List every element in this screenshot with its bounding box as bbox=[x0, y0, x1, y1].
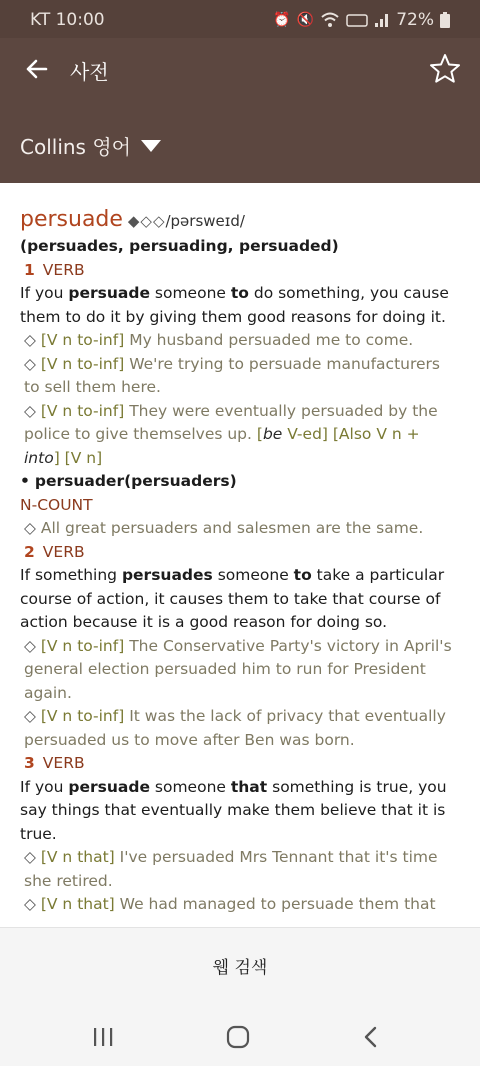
star-icon[interactable] bbox=[428, 52, 462, 86]
inflected-forms: (persuades, persuading, persuaded) bbox=[20, 237, 339, 255]
example-sentence bbox=[20, 353, 460, 400]
diamond-icon: ◇ bbox=[24, 354, 36, 373]
signal-icon bbox=[374, 12, 390, 28]
lte-icon bbox=[346, 12, 368, 28]
part-of-speech: VERB bbox=[42, 754, 85, 772]
example-sentence bbox=[20, 846, 460, 893]
diamond-icon: ◇ bbox=[24, 636, 36, 655]
sense-header bbox=[20, 752, 460, 776]
grammar-pattern: [V n that] bbox=[40, 848, 115, 866]
def-keyword: to bbox=[293, 566, 312, 584]
home-icon[interactable] bbox=[222, 1021, 254, 1053]
grammar-text: ] [V n] bbox=[53, 448, 103, 467]
sense-header bbox=[20, 259, 460, 283]
def-text: someone bbox=[149, 284, 231, 302]
bullet: • bbox=[20, 472, 30, 490]
sense-definition bbox=[20, 564, 460, 635]
status-carrier-time: KT 10:00 bbox=[30, 10, 105, 30]
part-of-speech: VERB bbox=[42, 260, 85, 279]
grammar-pattern: [V n to-inf] bbox=[40, 707, 125, 725]
sense-number: 3 bbox=[24, 754, 35, 772]
def-text: do something, you cause them to do it by giving them good reasons for doing it. bbox=[20, 284, 449, 326]
diamond-icon: ◇ bbox=[24, 519, 36, 537]
diamond-icon: ◇ bbox=[24, 401, 36, 420]
def-text: If you bbox=[20, 777, 69, 796]
derived-word: persuader(persuaders) bbox=[34, 472, 237, 490]
sense-header bbox=[20, 541, 460, 565]
status-right bbox=[273, 10, 450, 30]
def-text: someone bbox=[149, 777, 231, 796]
frequency-diamonds: ◆◇◇ bbox=[127, 212, 166, 230]
example-sentence bbox=[20, 893, 460, 917]
def-text: If something bbox=[20, 566, 122, 584]
def-keyword: persuades bbox=[121, 566, 213, 584]
example-sentence bbox=[20, 517, 460, 541]
sense-number: 2 bbox=[24, 542, 35, 561]
diamond-icon: ◇ bbox=[24, 848, 36, 866]
caret-down-icon bbox=[141, 140, 161, 152]
diamond-icon: ◇ bbox=[24, 331, 36, 349]
example-sentence bbox=[20, 400, 460, 471]
alarm-icon: ⏰ bbox=[273, 12, 291, 28]
diamond-icon: ◇ bbox=[24, 895, 36, 913]
example-sentence bbox=[20, 635, 460, 706]
example-text: All great persuaders and salesmen are the same. bbox=[35, 519, 424, 537]
grammar-pattern: [V n that] bbox=[40, 895, 115, 913]
example-text: It was the lack of privacy that eventually persuaded us to move after Ben was born. bbox=[24, 707, 446, 749]
arrow-left-icon[interactable] bbox=[22, 54, 52, 84]
def-keyword: that bbox=[230, 777, 268, 796]
example-sentence bbox=[20, 329, 460, 353]
diamond-icon: ◇ bbox=[24, 707, 36, 725]
grammar-pattern: [V n to-inf] bbox=[40, 636, 125, 655]
sense-definition bbox=[20, 282, 460, 329]
dictionary-name: Collins 영어 bbox=[20, 135, 131, 159]
example-text: We had managed to persuade them that bbox=[114, 895, 436, 913]
grammar-italic: be bbox=[262, 425, 283, 443]
grammar-pattern: [V n to-inf] bbox=[40, 401, 125, 420]
wifi-icon bbox=[320, 12, 340, 28]
ipa-text: /pərsweɪd/ bbox=[165, 212, 245, 230]
dictionary-content[interactable] bbox=[0, 183, 480, 927]
example-text: We're trying to persuade manufacturers to sell them here. bbox=[24, 354, 440, 396]
example-text: My husband persuaded me to come. bbox=[124, 331, 414, 349]
def-text: take a particular course of action, it causes them to take that course of action because it is a good reason for doing so. bbox=[20, 566, 445, 631]
sense-definition bbox=[20, 776, 460, 847]
example-text: I've persuaded Mrs Tennant that it's time she retired. bbox=[24, 848, 438, 890]
def-text: something is true, you say things that eventually make them believe that it is true. bbox=[20, 777, 447, 843]
mute-icon: 🔇 bbox=[296, 12, 315, 28]
example-text: The Conservative Party's victory in April's general election persuaded him to run for President again. bbox=[24, 636, 452, 702]
example-sentence bbox=[20, 705, 460, 752]
grammar-pattern: [V n to-inf] bbox=[40, 331, 125, 349]
derived-form bbox=[20, 470, 460, 494]
pronunciation bbox=[128, 212, 245, 230]
headword: persuade bbox=[20, 207, 123, 232]
status-bar bbox=[0, 0, 480, 38]
battery-percent: 72% bbox=[396, 10, 434, 30]
part-of-speech: VERB bbox=[42, 542, 85, 561]
def-text: If you bbox=[20, 284, 69, 302]
system-nav-bar bbox=[0, 1007, 480, 1066]
web-search-button[interactable]: 웹 검색 bbox=[0, 927, 480, 1007]
def-text: someone bbox=[212, 566, 294, 584]
battery-icon bbox=[440, 12, 450, 28]
recent-apps-icon[interactable] bbox=[87, 1021, 119, 1053]
derived-pos-label: N-COUNT bbox=[20, 495, 93, 514]
app-bar bbox=[0, 38, 480, 183]
sense-number: 1 bbox=[24, 260, 35, 279]
grammar-pattern: [V n to-inf] bbox=[40, 354, 125, 373]
grammar-italic: into bbox=[24, 448, 54, 467]
def-keyword: to bbox=[230, 284, 249, 302]
page-title: 사전 bbox=[70, 60, 109, 84]
back-chevron-icon[interactable] bbox=[356, 1021, 388, 1053]
bracket: [ bbox=[256, 425, 263, 443]
dictionary-selector[interactable] bbox=[20, 131, 161, 160]
def-keyword: persuade bbox=[68, 777, 150, 796]
headword-line bbox=[20, 205, 460, 235]
grammar-text: V-ed] [Also V n + bbox=[282, 425, 420, 443]
def-keyword: persuade bbox=[68, 284, 150, 302]
example-text: They were eventually persuaded by the police to give themselves up. bbox=[24, 401, 438, 443]
